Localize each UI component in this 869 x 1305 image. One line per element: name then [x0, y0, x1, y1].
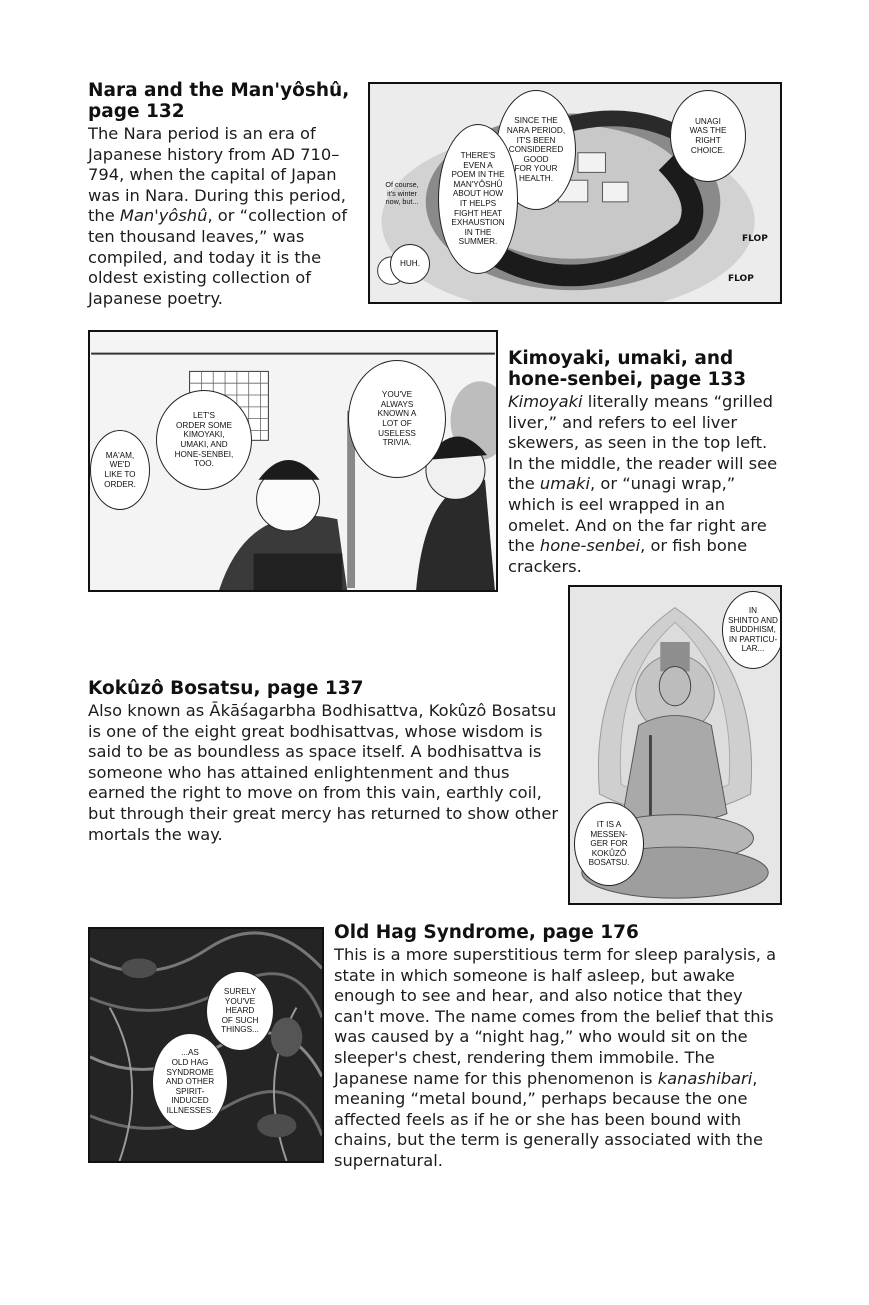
note-title-line: Kimoyaki, umaki, and	[508, 348, 734, 369]
note-text: Also known as Ākāśagarbha Bodhisattva, Kokûzô Bosatsu is one of the eight great bodhisattvas, whose wisdom is said to be as boundless as space itself. A bodhisattva is someone who has attained enlightenment and thus earned the right to move on from this vain, earthly coil, but through their great mercy has returned to show other mortals the way.	[88, 701, 559, 844]
note-body	[334, 945, 786, 1172]
note-text-italic: Man'yôshû	[119, 206, 208, 226]
sound-effect: FLOP	[728, 274, 754, 284]
note-text: , or “unagi wrap,” which is eel wrapped in an omelet. And on the far right are the	[508, 474, 767, 556]
note-text-italic: umaki	[539, 474, 591, 494]
note-text: literally means “grilled liver,” and refers to eel liver skewers, as seen in the top left. In the middle, the reader will see the	[508, 392, 778, 494]
note-kokuzo	[88, 678, 560, 845]
speech-bubble: IN SHINTO AND BUDDHISM, IN PARTICU- LAR...	[722, 591, 782, 669]
note-kimoyaki	[508, 348, 783, 577]
speech-bubble: LET'S ORDER SOME KIMOYAKI, UMAKI, AND HONE-SENBEI, TOO.	[156, 390, 252, 490]
note-body	[508, 392, 783, 577]
manga-panel-bodhisattva	[568, 585, 782, 905]
note-text: , or fish bone crackers.	[508, 536, 748, 576]
speech-caption: Of course, it's winter now, but...	[385, 180, 419, 207]
note-title	[88, 80, 358, 122]
note-title-line: page 132	[88, 101, 185, 122]
note-title-line: Kokûzô Bosatsu, page 137	[88, 678, 364, 699]
speech-bubble: HUH.	[390, 244, 430, 284]
note-text: The Nara period is an era of Japanese history from AD 710–794, when the capital of Japan was in Nara. During this period, the	[88, 124, 346, 226]
manga-panel-restaurant	[88, 330, 498, 592]
note-text: This is a more superstitious term for sleep paralysis, a state in which someone is half asleep, but awake enough to see and hear, and also notice that they can't move. The name comes from the belief that this was caused by a “night hag,” who would sit on the sleeper's chest, rendering them immobile. The Japanese name for this phenomenon is	[334, 945, 777, 1088]
note-text: , or “collection of ten thousand leaves,” was compiled, and today it is the oldest existing collection of Japanese poetry.	[88, 206, 348, 308]
note-title-line: Nara and the Man'yôshû,	[88, 80, 350, 101]
speech-bubble: IT IS A MESSEN- GER FOR KOKÛZÔ BOSATSU.	[574, 802, 644, 886]
speech-bubble: SURELY YOU'VE HEARD OF SUCH THINGS...	[206, 971, 274, 1051]
note-text-italic: kanashibari	[657, 1068, 753, 1088]
speech-bubble: ...AS OLD HAG SYNDROME AND OTHER SPIRIT- INDUCED ILLNESSES.	[152, 1033, 228, 1131]
note-title	[334, 922, 786, 943]
manga-panel-eel	[368, 82, 782, 304]
note-title-line: hone-senbei, page 133	[508, 369, 747, 390]
note-title	[88, 678, 560, 699]
note-text-italic: Kimoyaki	[508, 392, 583, 411]
note-title-line: Old Hag Syndrome, page 176	[334, 922, 639, 943]
note-title	[508, 348, 783, 390]
speech-bubble: UNAGI WAS THE RIGHT CHOICE.	[670, 90, 746, 182]
note-old-hag	[334, 922, 786, 1172]
note-nara	[88, 80, 358, 309]
note-body	[88, 124, 358, 309]
note-body	[88, 701, 560, 845]
manga-panel-hag	[88, 927, 324, 1163]
restaurant-illustration	[90, 332, 496, 590]
speech-bubble: YOU'VE ALWAYS KNOWN A LOT OF USELESS TRIVIA.	[348, 360, 446, 478]
speech-bubble: SINCE THE NARA PERIOD, IT'S BEEN CONSIDERED GOOD FOR YOUR HEALTH.	[496, 90, 576, 210]
note-text: , meaning “metal bound,” perhaps because the one affected feels as if he or she has been bound with chains, but the term is generally associated with the supernatural.	[334, 1068, 763, 1170]
speech-bubble: THERE'S EVEN A POEM IN THE MAN'YÔSHÛ ABOUT HOW IT HELPS FIGHT HEAT EXHAUSTION IN THE SUMMER.	[438, 124, 518, 274]
speech-bubble: MA'AM, WE'D LIKE TO ORDER.	[90, 430, 150, 510]
note-text-italic: hone-senbei	[539, 536, 641, 556]
sound-effect: FLOP	[742, 234, 768, 244]
